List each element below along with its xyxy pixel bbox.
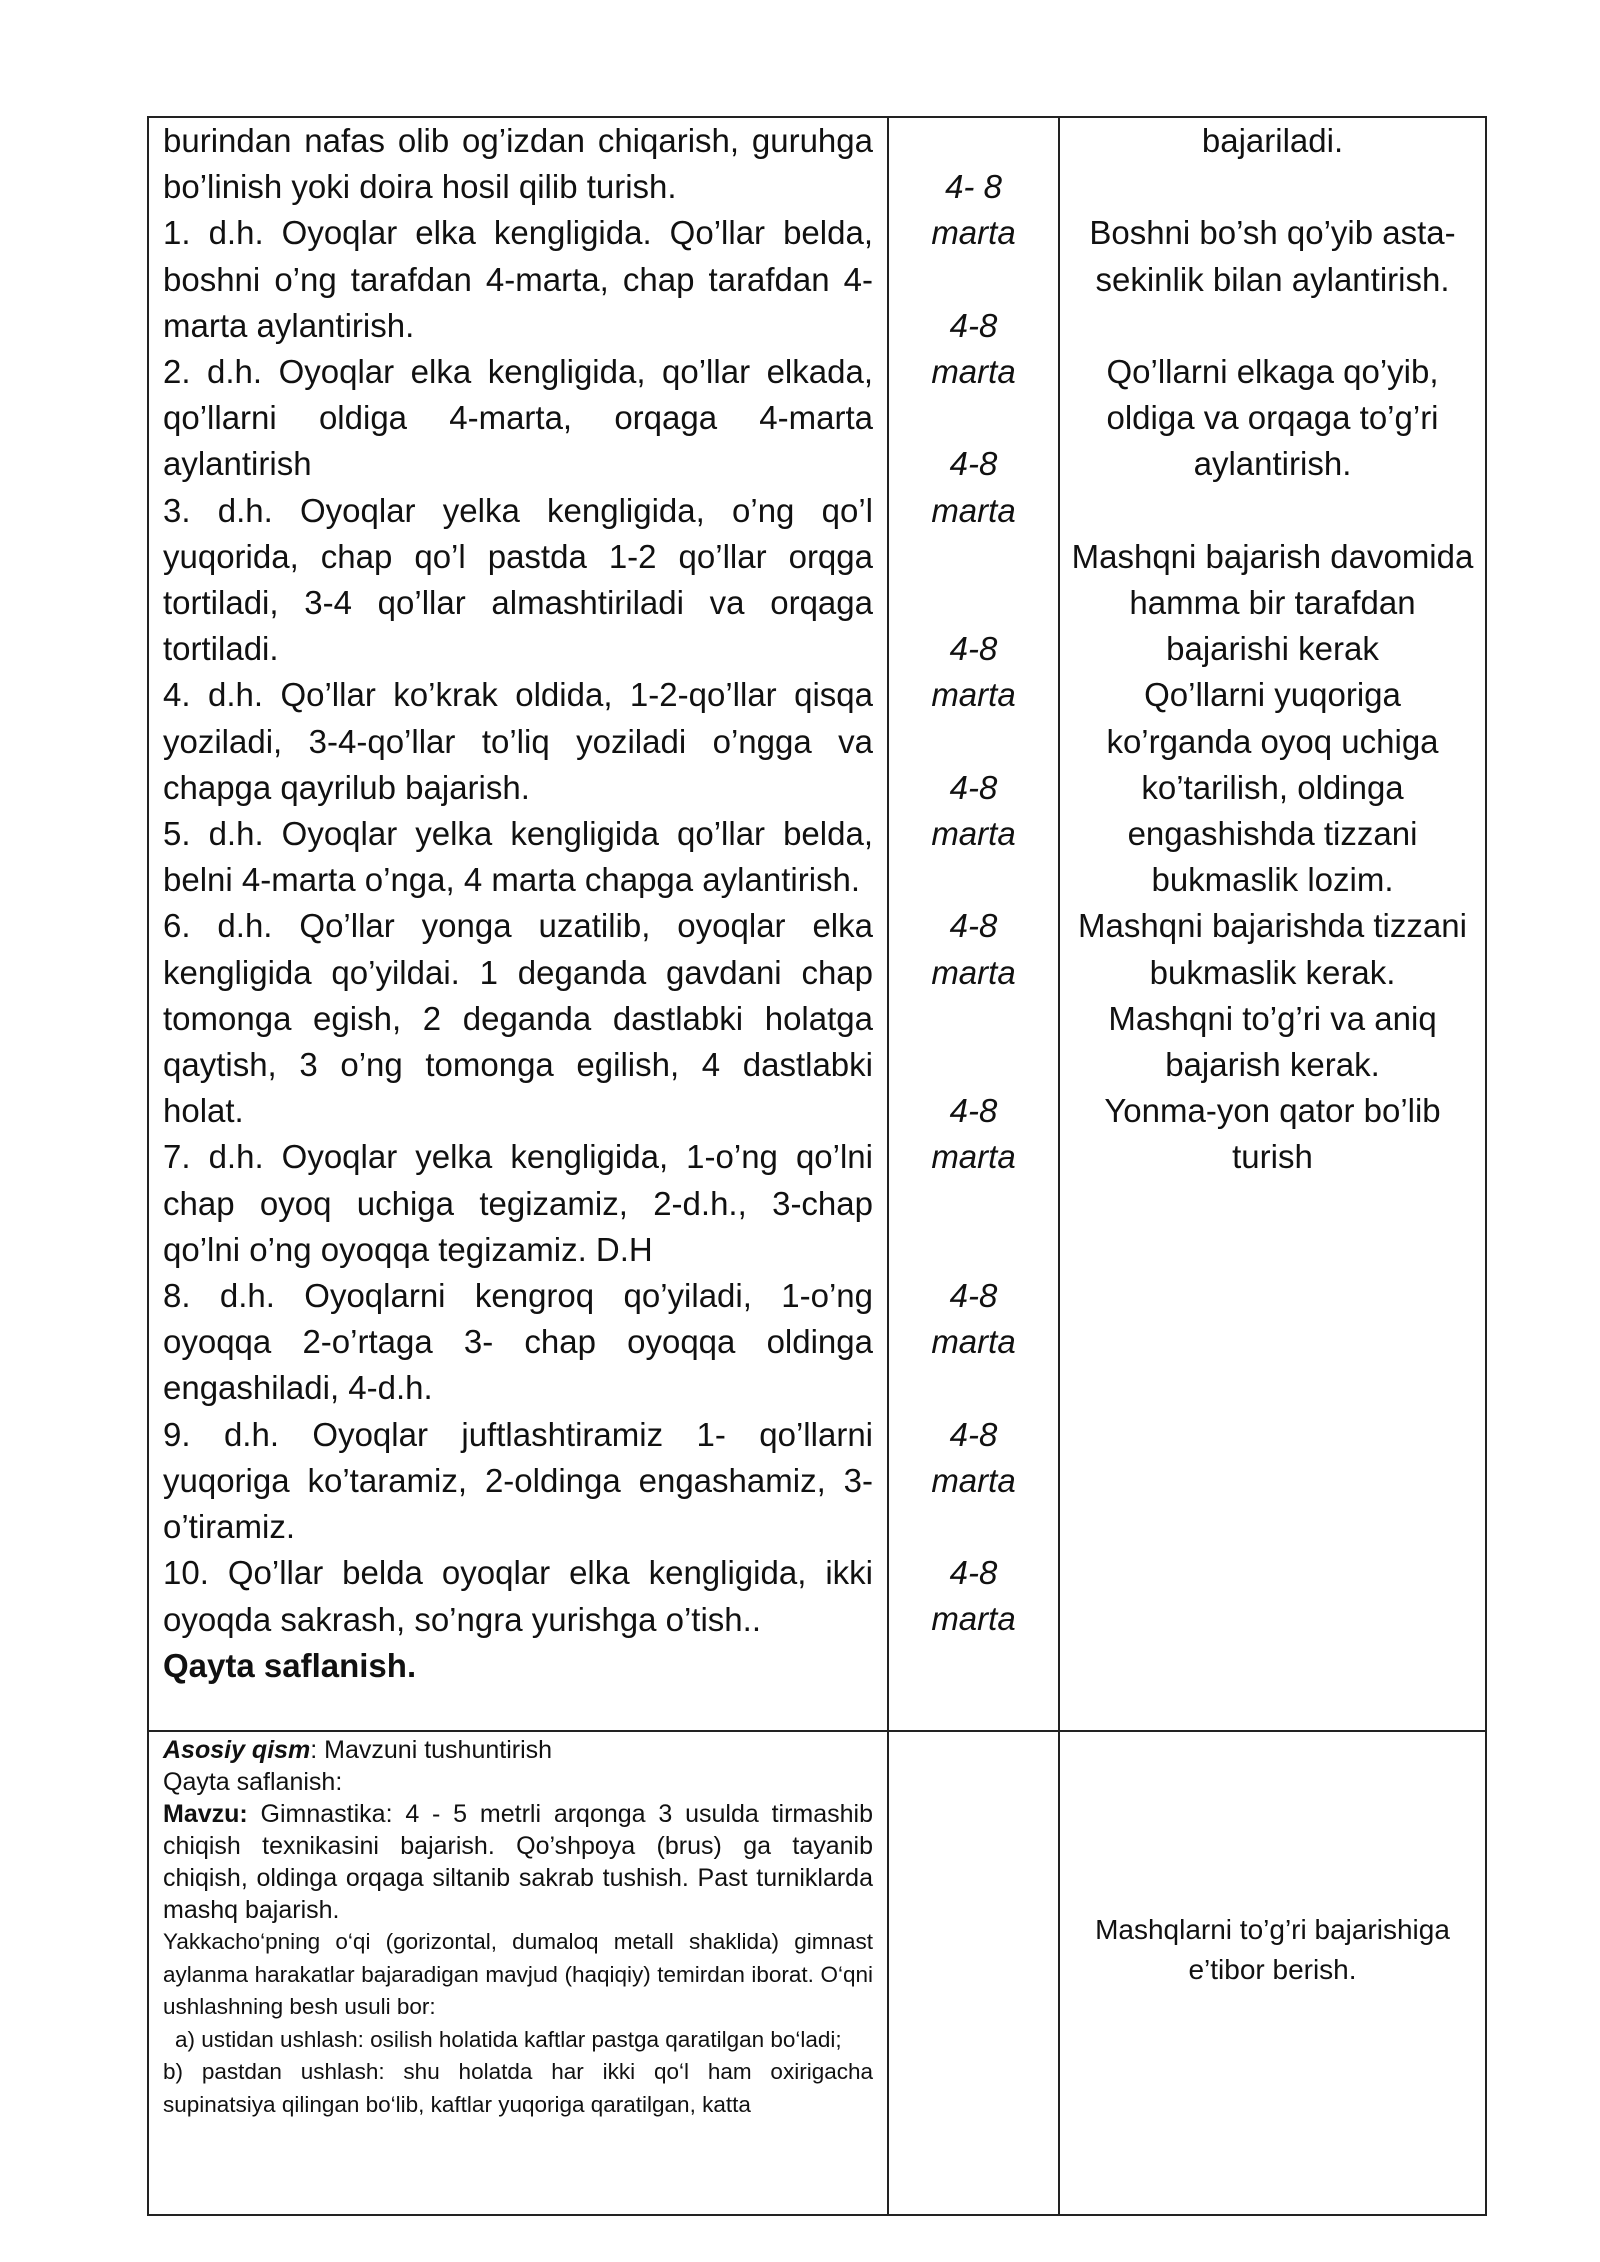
dosage-9-unit: marta (931, 1461, 1016, 1499)
main-part-note-cell (1059, 1731, 1486, 2215)
main-part-label: Asosiy qism (163, 1736, 311, 1764)
exercise-10: 10. Qo’llar belda oyoqlar elka kengligida, ikki oyoqda sakrash, so’ngra yurishga o’tish.. (163, 1554, 873, 1638)
exercise-5: 5. d.h. Oyoqlar yelka kengligida qo’llar belda, belni 4-marta o’nga, 4 marta chapga aylantirish. (163, 815, 873, 899)
dosage-6-unit: marta (931, 953, 1016, 991)
dosage-7-unit: marta (931, 1138, 1016, 1176)
dosage-3-count: 4-8 (949, 445, 998, 483)
dosage-10-unit: marta (931, 1600, 1016, 1638)
note-7: Yonma-yon qator bo’lib turish (1104, 1092, 1441, 1176)
topic-paragraph (163, 1798, 873, 1926)
main-part-label-rest: : Mavzuni tushuntirish (310, 1736, 553, 1764)
exercise-8: 8. d.h. Oyoqlarni kengroq qo’yiladi, 1-o’ng oyoqqa 2-o’rtaga 3- chap oyoqqa oldinga engashiladi, 4-d.h. (163, 1277, 873, 1407)
note-top: bajariladi. (1201, 122, 1344, 159)
dosage-8-unit: marta (931, 1323, 1016, 1361)
note-2: Qo’llarni elkaga qo’yib, oldiga va orqaga to’g’ri aylantirish. (1106, 352, 1439, 483)
dosage-9-count: 4-8 (949, 1415, 998, 1453)
dosage-7-count: 4-8 (949, 1092, 998, 1130)
dosage-10-count: 4-8 (949, 1554, 998, 1592)
exercise-2: 2. d.h. Oyoqlar elka kengligida, qo’llar elkada, qo’llarni oldiga 4-marta, orqaga 4-marta aylantirish (163, 353, 873, 483)
bar-description: Yakkacho‘pning o‘qi (gorizontal, dumaloq metall shaklida) gimnast aylanma harakatlar bajaradigan mavjud (haqiqiy) temirdan iborat. O‘qni ushlashning besh usuli bor: (163, 1929, 873, 2019)
table-row (148, 1731, 1486, 2215)
regroup-heading: Qayta saflanish. (163, 1646, 417, 1684)
main-part-dosage-cell (888, 1731, 1059, 2215)
note-3: Mashqni bajarish davomida hamma bir tarafdan bajarishi kerak (1071, 537, 1474, 668)
dosage-1-count: 4- 8 (945, 168, 1002, 206)
dosage-2-count: 4-8 (949, 306, 998, 344)
dosage-4-count: 4-8 (949, 630, 998, 668)
exercise-3: 3. d.h. Oyoqlar yelka kengligida, o’ng qo’l yuqorida, chap qo’l pastda 1-2 qo’llar orqga tortiladi, 3-4 qo’llar almashtiriladi va orqaga tortiladi. (163, 491, 873, 668)
main-part-heading (163, 1734, 873, 1766)
lesson-plan-table (147, 116, 1487, 2216)
dosage-6-count: 4-8 (949, 907, 998, 945)
dosage-3-unit: marta (931, 491, 1016, 529)
exercise-9: 9. d.h. Oyoqlar juftlashtiramiz 1- qo’llarni yuqoriga ko’taramiz, 2-oldinga engashamiz, 3-o’tiramiz. (163, 1415, 873, 1546)
grip-item-b: b) pastdan ushlash: shu holatda har ikki qo‘l ham oxirigacha supinatsiya qilingan bo‘lib, kaftlar yuqoriga qaratilgan, katta (163, 2059, 873, 2117)
exercise-7: 7. d.h. Oyoqlar yelka kengligida, 1-o’ng qo’lni chap oyoq uchiga tegizamiz, 2-d.h., 3-chap qo’lni o’ng oyoqqa tegizamiz. D.H (163, 1138, 873, 1268)
exercises-cell (148, 117, 888, 1731)
exercise-4: 4. d.h. Qo’llar ko’krak oldida, 1-2-qo’llar qisqa yoziladi, 3-4-qo’llar to’liq yoziladi o’ngga va chapga qayrilub bajarish. (163, 676, 873, 806)
dosage-4-unit: marta (931, 676, 1016, 714)
notes-cell (1059, 117, 1486, 1731)
note-1: Boshni bo’sh qo’yib asta-sekinlik bilan aylantirish. (1089, 214, 1456, 298)
dosage-5-unit: marta (931, 814, 1016, 852)
exercise-1: 1. d.h. Oyoqlar elka kengligida. Qo’llar belda, boshni o’ng tarafdan 4-marta, chap tarafdan 4-marta aylantirish. (163, 214, 873, 344)
exercise-6: 6. d.h. Qo’llar yonga uzatilib, oyoqlar elka kengligida qo’yildai. 1 deganda gavdani chap tomonga egish, 2 deganda dastlabki holatga qaytish, 3 o’ng tomonga egilish, 4 dastlabki holat. (163, 907, 873, 1130)
grip-item-a: a) ustidan ushlash: osilish holatida kaftlar pastga qaratilgan bo‘ladi; (175, 2026, 842, 2052)
main-part-note: Mashqlarni to’g’ri bajarishiga e’tibor berish. (1095, 1914, 1450, 1985)
main-part-cell (148, 1731, 888, 2215)
topic-text: Gimnastika: 4 - 5 metrli arqonga 3 usulda tirmashib chiqish texnikasini bajarish. Qo’shpoya (brus) ga tayanib chiqish, oldinga orqaga siltanib sakrab tushish. Past turniklarda mashq bajarish. (163, 1800, 873, 1924)
dosage-8-count: 4-8 (949, 1276, 998, 1314)
topic-label: Mavzu: (163, 1800, 248, 1828)
note-4: Qo’llarni yuqoriga ko’rganda oyoq uchiga ko’tarilish, oldinga engashishda tizzani bukmaslik lozim. (1106, 676, 1439, 899)
dosage-1-unit: marta (931, 214, 1016, 252)
dosage-2-unit: marta (931, 352, 1016, 390)
note-6: Mashqni to’g’ri va aniq bajarish kerak. (1108, 999, 1437, 1084)
table-row (148, 117, 1486, 1731)
main-part-regroup: Qayta saflanish: (163, 1768, 343, 1796)
exercises-intro: burindan nafas olib og’izdan chiqarish, guruhga bo’linish yoki doira hosil qilib turish. (163, 122, 873, 206)
dosage-cell (888, 117, 1059, 1731)
dosage-5-count: 4-8 (949, 768, 998, 806)
note-5: Mashqni bajarishda tizzani bukmaslik kerak. (1078, 907, 1467, 991)
